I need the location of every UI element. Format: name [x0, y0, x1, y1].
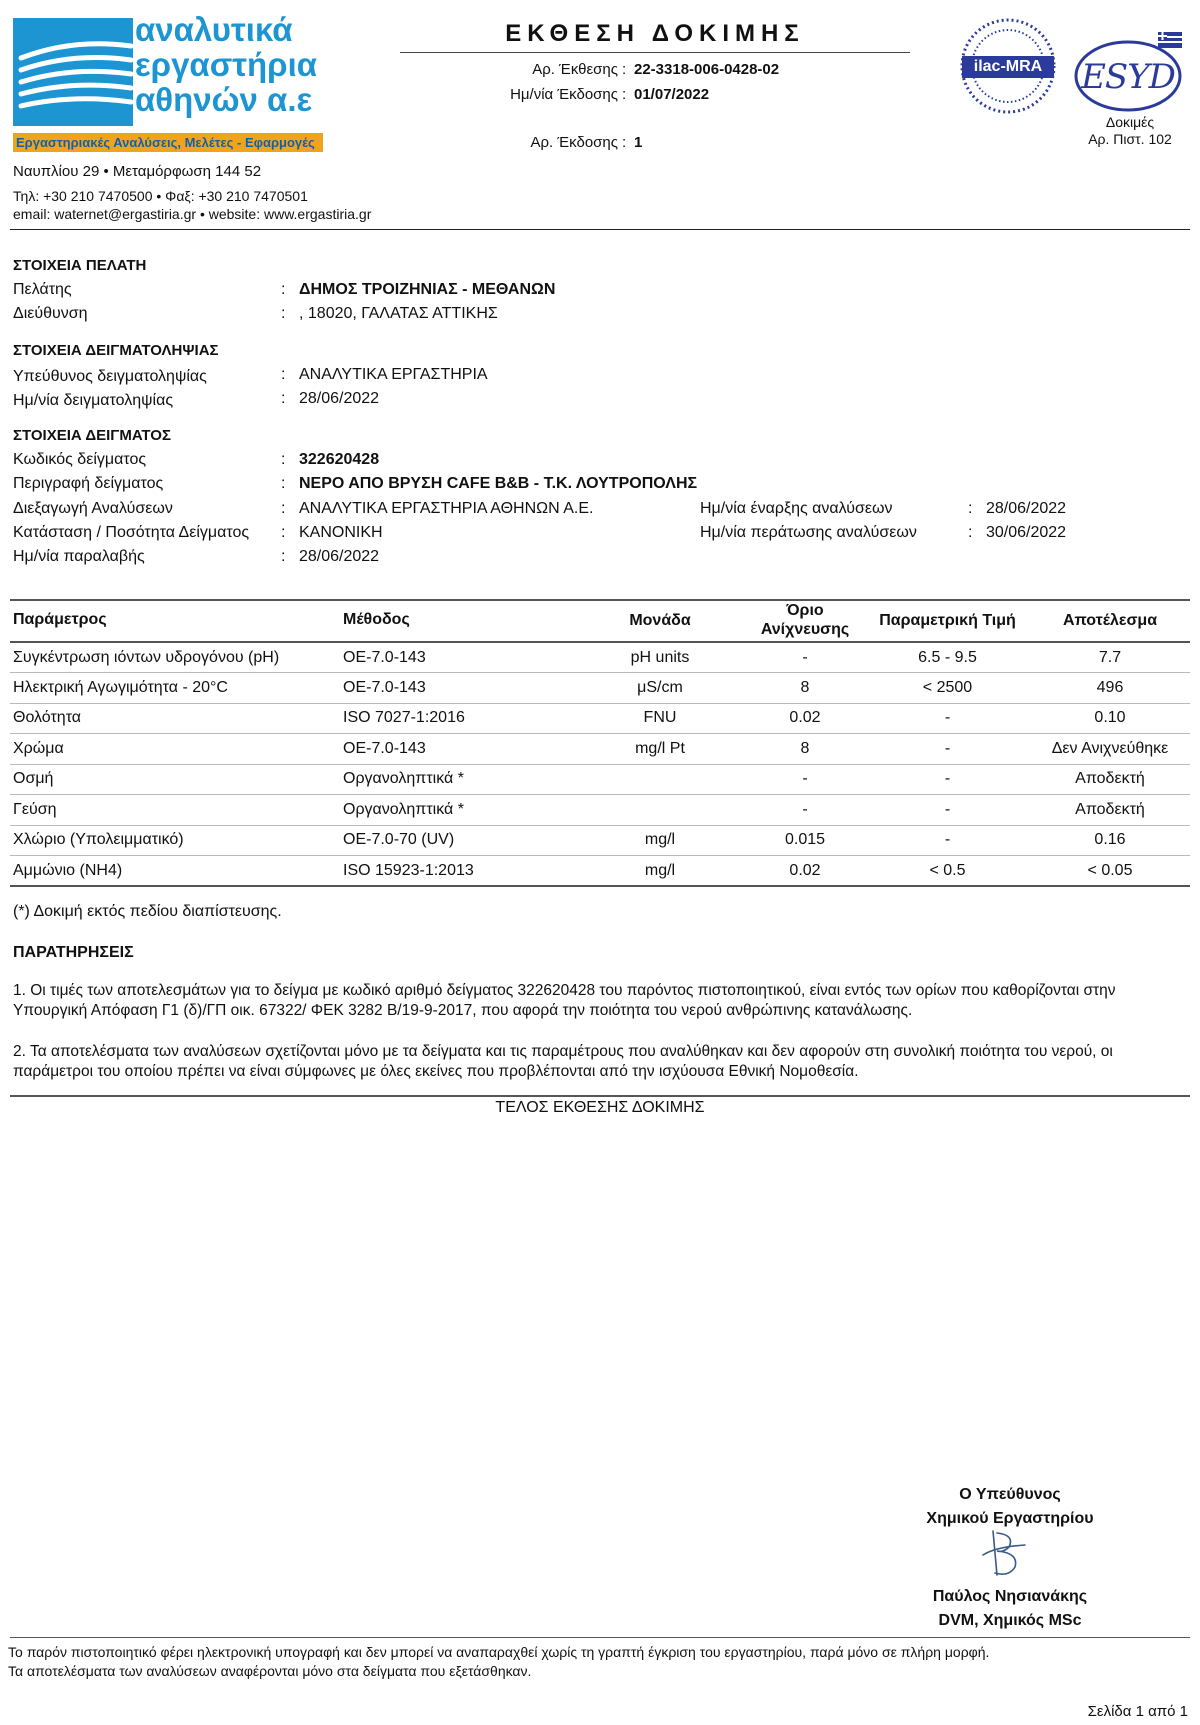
cell-parametric-value: -: [865, 825, 1030, 856]
table-row: [10, 673, 1190, 704]
sample-code: 322620428: [299, 451, 380, 468]
cell-method: ΟΕ-7.0-143: [340, 673, 575, 704]
cell-unit: pH units: [575, 642, 745, 673]
cell-result: 7.7: [1030, 642, 1190, 673]
cell-parametric-value: < 0.5: [865, 856, 1030, 887]
sample-condition-label: Κατάσταση / Ποσότητα Δείγματος: [13, 524, 250, 541]
cell-parametric-value: -: [865, 734, 1030, 765]
col-header-parameter: Παράμετρος: [10, 599, 340, 642]
header-divider: [10, 229, 1190, 230]
cell-method: Οργανοληπτικά *: [340, 795, 575, 826]
cell-method: ΟΕ-7.0-143: [340, 642, 575, 673]
client-section-title: ΣΤΟΙΧΕΙΑ ΠΕΛΑΤΗ: [13, 257, 147, 274]
sample-section-title: ΣΤΟΙΧΕΙΑ ΔΕΙΓΜΑΤΟΣ: [13, 427, 171, 444]
table-header-row: [10, 599, 1190, 642]
analysis-lab-label: Διεξαγωγή Αναλύσεων: [13, 500, 173, 517]
cell-method: Οργανοληπτικά *: [340, 764, 575, 795]
accreditation-info: [1060, 114, 1200, 148]
cell-parametric-value: -: [865, 764, 1030, 795]
table-footnote: (*) Δοκιμή εκτός πεδίου διαπίστευσης.: [13, 903, 282, 920]
analysis-end-label: Ημ/νία περάτωσης αναλύσεων: [700, 524, 917, 541]
cell-detection-limit: 0.02: [745, 856, 865, 887]
cell-result: Αποδεκτή: [1030, 764, 1190, 795]
cell-result: 496: [1030, 673, 1190, 704]
cell-result: Δεν Ανιχνεύθηκε: [1030, 734, 1190, 765]
client-address: , 18020, ΓΑΛΑΤΑΣ ΑΤΤΙΚΗΣ: [299, 305, 498, 322]
accreditation-type: Δοκιμές: [1105, 114, 1155, 130]
table-row: [10, 856, 1190, 887]
company-address: Ναυπλίου 29 • Μεταμόρφωση 144 52: [13, 163, 262, 180]
logo-tagline: Εργαστηριακές Αναλύσεις, Μελέτες - Εφαρμογές: [13, 133, 323, 152]
cell-parameter: Θολότητα: [10, 703, 340, 734]
col-header-parametric-value: Παραμετρική Τιμή: [865, 599, 1030, 642]
issue-number: 1: [634, 134, 643, 151]
signatory-title: DVM, Χημικός MSc: [938, 1612, 1082, 1629]
cell-parameter: Χλώριο (Υπολειμματικό): [10, 825, 340, 856]
cell-parameter: Γεύση: [10, 795, 340, 826]
col-header-method: Μέθοδος: [340, 599, 575, 642]
cell-method: ISO 15923-1:2013: [340, 856, 575, 887]
cell-parametric-value: 6.5 - 9.5: [865, 642, 1030, 673]
cell-unit: [575, 764, 745, 795]
esyd-text: ESYD: [1081, 57, 1175, 97]
sampling-responsible: ΑΝΑΛΥΤΙΚΑ ΕΡΓΑΣΤΗΡΙΑ: [299, 366, 488, 383]
signatory-name: Παύλος Νησιανάκης: [932, 1588, 1088, 1605]
table-row: [10, 703, 1190, 734]
sample-desc-label: Περιγραφή δείγματος: [13, 475, 164, 492]
esyd-logo: [1070, 30, 1190, 114]
cell-method: ISO 7027-1:2016: [340, 703, 575, 734]
sample-code-label: Κωδικός δείγματος: [13, 451, 147, 468]
logo-wave-icon: [13, 18, 133, 126]
sample-desc: ΝΕΡΟ ΑΠΟ ΒΡΥΣΗ CAFE B&B - Τ.Κ. ΛΟΥΤΡΟΠΟΛΗΣ: [299, 475, 698, 492]
analysis-start-label: Ημ/νία έναρξης αναλύσεων: [700, 500, 893, 517]
signatory-role-line1: Ο Υπεύθυνος: [959, 1486, 1061, 1503]
cell-result: 0.16: [1030, 825, 1190, 856]
cell-parametric-value: < 2500: [865, 673, 1030, 704]
cell-parameter: Αμμώνιο (NH4): [10, 856, 340, 887]
report-number-label: Αρ. Έκθεσης: [532, 61, 618, 78]
cell-unit: mg/l: [575, 856, 745, 887]
col-header-result: Αποτέλεσμα: [1030, 599, 1190, 642]
cell-result: < 0.05: [1030, 856, 1190, 887]
cell-detection-limit: -: [745, 642, 865, 673]
remarks-title: ΠΑΡΑΤΗΡΗΣΕΙΣ: [13, 944, 134, 961]
sampling-date: 28/06/2022: [299, 390, 380, 407]
sampling-section-title: ΣΤΟΙΧΕΙΑ ΔΕΙΓΜΑΤΟΛΗΨΙΑΣ: [13, 342, 219, 359]
client-name-label: Πελάτης: [13, 281, 72, 298]
cell-method: ΟΕ-7.0-143: [340, 734, 575, 765]
company-logo-text: αναλυτικά εργαστήρια αθηνών α.ε: [135, 11, 318, 118]
end-of-report: ΤΕΛΟΣ ΕΚΘΕΣΗΣ ΔΟΚΙΜΗΣ: [495, 1099, 705, 1116]
received-date-label: Ημ/νία παραλαβής: [13, 548, 145, 565]
issue-date-label: Ημ/νία Έκδοσης: [510, 86, 618, 103]
footer-note-1: Το παρόν πιστοποιητικό φέρει ηλεκτρονική υπογραφή και δεν μπορεί να αναπαραχθεί χωρίς τη γραπτή έγκριση του εργαστηρίου, παρά μόνο σε πλήρη μορφή.: [8, 1644, 990, 1660]
handwritten-signature: [975, 1525, 1035, 1580]
sample-condition: ΚΑΝΟΝΙΚΗ: [299, 524, 383, 541]
table-row: [10, 825, 1190, 856]
client-name: ΔΗΜΟΣ ΤΡΟΙΖΗΝΙΑΣ - ΜΕΘΑΝΩΝ: [299, 281, 556, 298]
cell-unit: [575, 795, 745, 826]
remark-2: 2. Τα αποτελέσματα των αναλύσεων σχετίζονται μόνο με τα δείγματα και τις παραμέτρους που αναλύθηκαν και δεν αφορούν στη συνολική ποιότητα του νερού, οι παράμετροι του οποίου πρέπει να είναι σύμφωνες με όλες εκείνες που προβλέπονται από την ισχύουσα Εθνική Νομοθεσία.: [13, 1043, 1113, 1080]
footer-note-2: Τα αποτελέσματα των αναλύσεων αναφέρονται μόνο στα δείγματα που εξετάσθηκαν.: [8, 1663, 532, 1679]
company-phone-fax: Τηλ: +30 210 7470500 • Φαξ: +30 210 7470501: [13, 188, 308, 204]
ilac-mra-text: ilac-MRA: [973, 58, 1043, 75]
signatory-role-line2: Χημικού Εργαστηρίου: [926, 1510, 1094, 1527]
cell-parametric-value: -: [865, 795, 1030, 826]
table-row: [10, 795, 1190, 826]
accreditation-number: Αρ. Πιστ. 102: [1088, 131, 1172, 147]
results-body: [10, 642, 1190, 886]
received-date: 28/06/2022: [299, 548, 380, 565]
results-table: [10, 599, 1190, 887]
issue-date: 01/07/2022: [634, 86, 710, 103]
cell-parameter: Συγκέντρωση ιόντων υδρογόνου (pH): [10, 642, 340, 673]
cell-unit: mg/l: [575, 825, 745, 856]
cell-detection-limit: 8: [745, 673, 865, 704]
ilac-mra-logo: [958, 16, 1058, 116]
col-header-unit: Μονάδα: [575, 599, 745, 642]
cell-parameter: Οσμή: [10, 764, 340, 795]
analysis-start-date: 28/06/2022: [986, 500, 1067, 517]
table-row: [10, 642, 1190, 673]
page-number: Σελίδα 1 από 1: [1087, 1703, 1188, 1720]
table-row: [10, 734, 1190, 765]
cell-unit: FNU: [575, 703, 745, 734]
remark-1: 1. Οι τιμές των αποτελεσμάτων για το δείγμα με κωδικό αριθμό δείγματος 322620428 του παρόντος πιστοποιητικού, είναι εντός των ορίων που καθορίζονται στην Υπουργική Απόφαση Γ1 (δ)/ΓΠ οικ. 67322/ ΦΕΚ 3282 Β/19-9-2017, που αφορά την ποιότητα του νερού ανθρώπινης κατανάλωσης.: [13, 982, 1116, 1019]
cell-method: ΟΕ-7.0-70 (UV): [340, 825, 575, 856]
company-email-web: email: waternet@ergastiria.gr • website: www.ergastiria.gr: [13, 206, 372, 222]
cell-unit: mg/l Pt: [575, 734, 745, 765]
report-number: 22-3318-006-0428-02: [634, 61, 780, 78]
sampling-responsible-label: Υπεύθυνος δειγματοληψίας: [13, 368, 207, 385]
cell-detection-limit: 8: [745, 734, 865, 765]
cell-detection-limit: -: [745, 795, 865, 826]
remarks-divider: [10, 1095, 1190, 1097]
cell-parameter: Ηλεκτρική Αγωγιμότητα - 20°C: [10, 673, 340, 704]
report-title: ΕΚΘΕΣΗ ΔΟΚΙΜΗΣ: [505, 20, 805, 47]
cell-unit: μS/cm: [575, 673, 745, 704]
table-row: [10, 764, 1190, 795]
analysis-end-date: 30/06/2022: [986, 524, 1067, 541]
cell-parametric-value: -: [865, 703, 1030, 734]
footer-divider: [10, 1637, 1190, 1638]
analysis-lab: ΑΝΑΛΥΤΙΚΑ ΕΡΓΑΣΤΗΡΙΑ ΑΘΗΝΩΝ Α.Ε.: [299, 500, 594, 517]
cell-detection-limit: 0.02: [745, 703, 865, 734]
client-address-label: Διεύθυνση: [13, 305, 88, 322]
company-logo-mark: [13, 18, 133, 126]
col-header-detection-limit: Όριο Ανίχνευσης: [745, 599, 865, 642]
title-divider: [400, 52, 910, 53]
sampling-date-label: Ημ/νία δειγματοληψίας: [13, 392, 174, 409]
signature-scribble-icon: [975, 1525, 1035, 1580]
cell-parameter: Χρώμα: [10, 734, 340, 765]
cell-result: 0.10: [1030, 703, 1190, 734]
issue-number-label: Αρ. Έκδοσης: [530, 134, 618, 151]
cell-detection-limit: -: [745, 764, 865, 795]
cell-detection-limit: 0.015: [745, 825, 865, 856]
cell-result: Αποδεκτή: [1030, 795, 1190, 826]
